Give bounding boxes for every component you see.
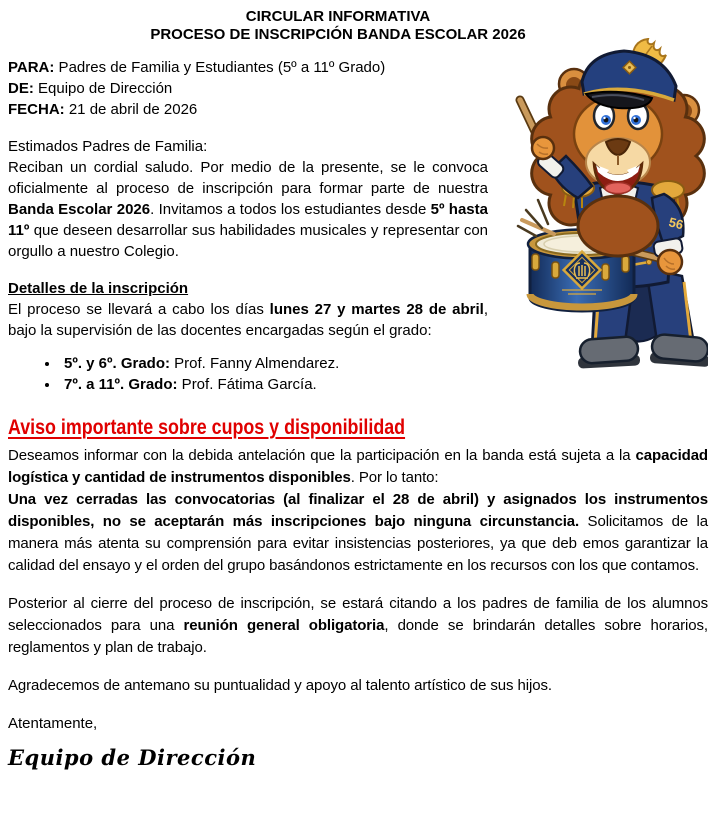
meta-para-value: Padres de Familia y Estudiantes (5º a 11º Grado) xyxy=(54,59,386,76)
meta-de-label: DE: xyxy=(8,80,34,97)
notice-paragraph-4: Agradecemos de antemano su puntualidad y apoyo al talento artístico de sus hijos. xyxy=(8,677,552,694)
notice-heading: Aviso importante sobre cupos y disponibilidad xyxy=(8,416,406,439)
meta-para-label: PARA: xyxy=(8,59,55,76)
salutation: Estimados Padres de Familia: xyxy=(8,138,208,155)
lion-band-mascot-illustration xyxy=(496,38,708,378)
notice-section xyxy=(8,415,708,697)
signature: Equipo de Dirección xyxy=(8,745,257,770)
intro-paragraph: Reciban un cordial saludo. Por medio de la presente, se le convoca oficialmente al proceso de inscripción para formar parte de nuestra Banda Escolar 2026. Invitamos a todos los estudiantes desde 5º hasta 11º que deseen desarrollar sus habilidades musicales y representar con orgullo a nuestro Colegio. xyxy=(8,159,488,260)
notice-paragraph-3: Posterior al cierre del proceso de inscripción, se estará citando a los padres de familia de los alumnos seleccionados para una reunión general obligatoria, donde se brindarán detalles sobre horarios, reglamentos y plan de trabajo. xyxy=(8,595,708,656)
details-heading: Detalles de la inscripción xyxy=(8,280,189,297)
details-paragraph: El proceso se llevará a cabo los días lunes 27 y martes 28 de abril, bajo la supervisión de las docentes encargadas según el grado: xyxy=(8,301,488,339)
right-paw xyxy=(658,250,682,274)
title-line-1: CIRCULAR INFORMATIVA xyxy=(245,8,431,25)
chest-mane xyxy=(578,196,658,256)
list-item-grade-5-6: • 5º. y 6º. Grado: Prof. Fanny Almendarez. xyxy=(60,353,708,374)
notice-paragraph-1: Deseamos informar con la debida antelación que la participación en la banda está sujeta a la capacidad logística y cantidad de instrumentos disponibles. Por lo tanto: xyxy=(8,447,708,486)
closing: Atentamente, xyxy=(8,715,98,732)
meta-fecha-value: 21 de abril de 2026 xyxy=(64,101,198,118)
badge-number: 56 xyxy=(667,214,685,233)
notice-paragraph-2: Una vez cerradas las convocatorias (al finalizar el 28 de abril) y asignados los instrumentos disponibles, no se aceptarán más inscripciones bajo ninguna circunstancia. Solicitamos de la manera más atenta su comprensión para evitar insistencias posteriores, ya que deb emos garantizar la calidad del ensayo y el orden del grupo basándonos estrictamente en los recursos con los que contamos. xyxy=(8,491,708,574)
meta-fecha-label: FECHA: xyxy=(8,101,65,118)
list-item-grade-7-11: • 7º. a 11º. Grado: Prof. Fátima García. xyxy=(60,374,708,395)
title-line-2: PROCESO DE INSCRIPCIÓN BANDA ESCOLAR 2026 xyxy=(150,26,526,43)
meta-de-value: Equipo de Dirección xyxy=(33,80,173,97)
